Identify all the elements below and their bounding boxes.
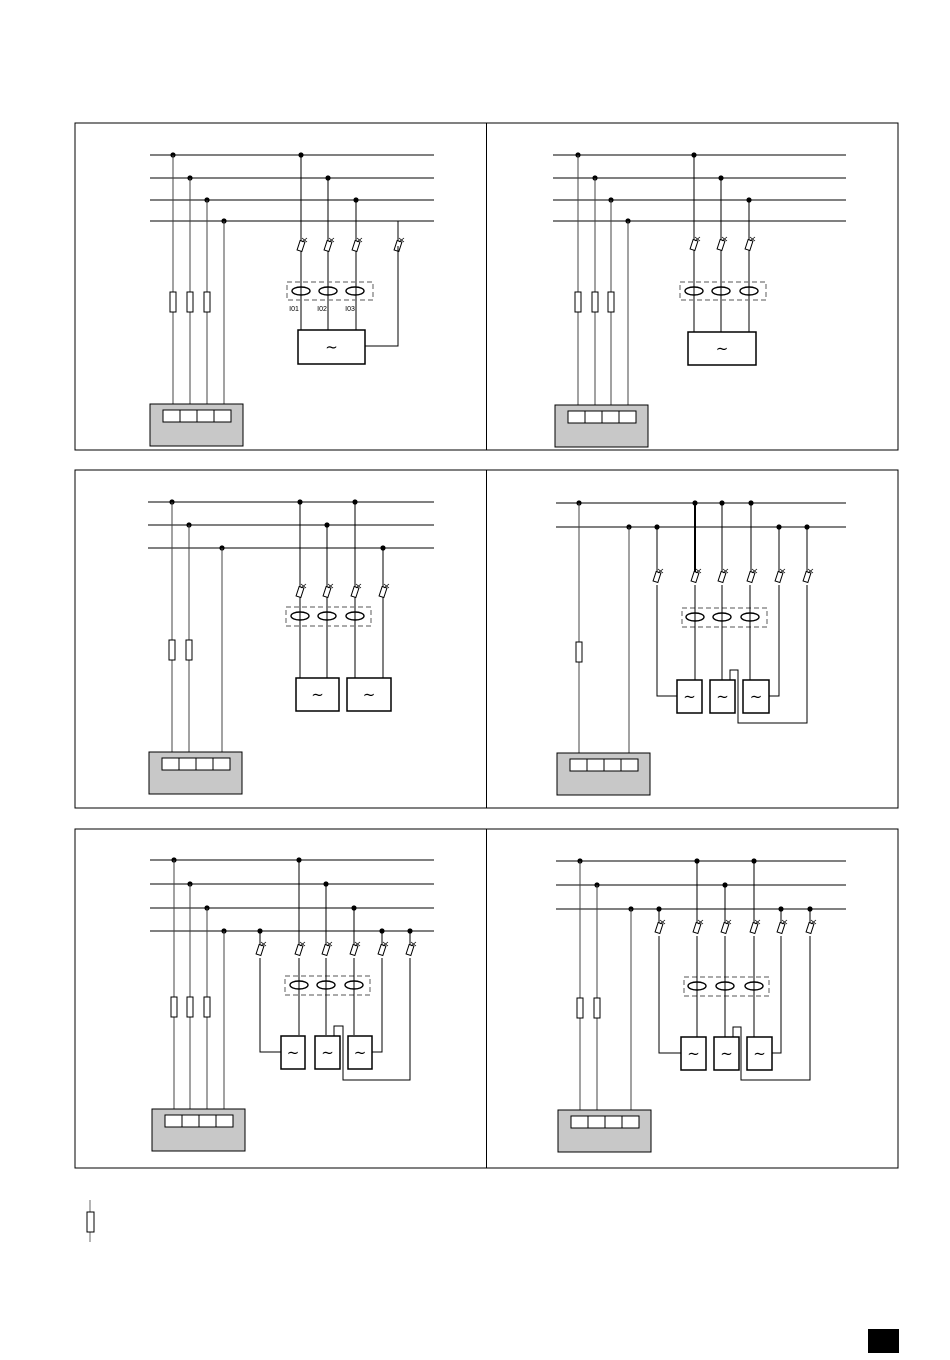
fuse-icon [608,292,614,312]
fuse-body [297,240,305,251]
diagram-6 [556,858,846,1152]
fuse-icon [204,997,210,1017]
fuse-body [721,922,729,933]
neutral-wire [659,936,681,1053]
fuse-icon [170,292,176,312]
meter-terminal [197,410,214,422]
surge-fuse-icon [775,569,785,583]
surge-fuse-icon [394,238,404,252]
meter-terminal [602,411,619,423]
surge-fuse-icon [350,942,360,956]
generator-symbol: ~ [720,1044,733,1063]
surge-fuse-icon [379,584,389,598]
fuse-icon [171,997,177,1017]
fuse-body [747,571,755,582]
surge-fuse-icon [777,920,787,934]
fuse-body [775,571,783,582]
diagram-4 [556,500,846,795]
meter-terminal [619,411,636,423]
meter-terminal [162,758,179,770]
surge-fuse-icon [655,920,665,934]
surge-fuse-icon [323,584,333,598]
fuse-body [690,239,698,250]
surge-fuse-icon [295,942,305,956]
ct-group-box [680,282,766,300]
current-transformer-icon [346,287,364,295]
diagram-1 [150,152,434,446]
surge-fuse-icon [745,237,755,251]
fuse-icon [87,1212,94,1232]
fuse-body [653,571,661,582]
meter-terminal [568,411,585,423]
fuse-body [655,922,663,933]
neutral-wire [365,246,398,346]
fuse-body [323,586,331,597]
meter-terminal [621,759,638,771]
fuse-icon [575,292,581,312]
legend [87,1200,94,1242]
generator-symbol: ~ [683,687,696,706]
meter-terminal [588,1116,605,1128]
meter-terminal [163,410,180,422]
meter-terminal [604,759,621,771]
fuse-body [745,239,753,250]
meter-terminal [587,759,604,771]
fuse-body [717,239,725,250]
neutral-wire [260,958,281,1052]
surge-fuse-icon [378,942,388,956]
generator-symbol: ~ [716,687,729,706]
generator-symbol: ~ [362,685,376,704]
surge-fuse-icon [690,237,700,251]
diagram-5 [150,857,434,1151]
surge-fuse-icon [806,920,816,934]
fuse-body [378,944,386,955]
generator-symbol: ~ [753,1044,766,1063]
fuse-body [256,944,264,955]
surge-fuse-icon [721,920,731,934]
panel-grid [75,123,898,1168]
fuse-body [693,922,701,933]
meter-terminal [165,1115,182,1127]
fuse-body [750,922,758,933]
ct-group-box [286,607,371,626]
fuse-body [718,571,726,582]
surge-fuse-icon [691,569,701,583]
surge-fuse-icon [803,569,813,583]
meter-terminal [622,1116,639,1128]
fuse-body [691,571,699,582]
fuse-icon [169,640,175,660]
meter-terminal [585,411,602,423]
meter-terminal [216,1115,233,1127]
fuse-body [406,944,414,955]
meter-terminal [214,410,231,422]
surge-fuse-icon [322,942,332,956]
surge-fuse-icon [351,584,361,598]
neutral-wire [772,936,781,1053]
ct-label: I01 [289,306,299,313]
fuse-body [352,240,360,251]
generator-symbol: ~ [687,1044,700,1063]
fuse-body [806,922,814,933]
meter-terminal [180,410,197,422]
fuse-body [296,586,304,597]
meter-terminal [213,758,230,770]
generator-symbol: ~ [321,1043,334,1062]
diagram-3 [148,499,434,794]
generator-symbol: ~ [715,339,729,358]
surge-fuse-icon [718,569,728,583]
surge-fuse-icon [324,238,334,252]
fuse-body [324,240,332,251]
surge-fuse-icon [296,584,306,598]
generator-symbol: ~ [311,685,324,704]
diagram-2 [553,152,846,447]
ct-label: I02 [317,306,327,313]
fuse-body [777,922,785,933]
surge-fuse-icon [406,942,416,956]
surge-fuse-icon [256,942,266,956]
page-corner-tab [868,1329,899,1353]
meter-terminal [605,1116,622,1128]
meter-terminal [196,758,213,770]
fuse-icon [576,642,582,662]
fuse-icon [187,997,193,1017]
meter-terminal [199,1115,216,1127]
fuse-body [351,586,359,597]
surge-fuse-icon [747,569,757,583]
fuse-body [295,944,303,955]
meter-terminal [179,758,196,770]
neutral-wire [657,585,677,696]
surge-fuse-icon [297,238,307,252]
surge-fuse-icon [693,920,703,934]
fuse-body [322,944,330,955]
fuse-body [803,571,811,582]
generator-symbol: ~ [353,1043,367,1062]
fuse-icon [592,292,598,312]
generator-symbol: ~ [749,687,763,706]
fuse-body [350,944,358,955]
ct-group-box [285,976,370,995]
fuse-body [379,586,387,597]
fuse-icon [204,292,210,312]
generator-symbol: ~ [325,338,338,356]
meter-terminal [571,1116,588,1128]
neutral-wire [769,585,779,696]
surge-fuse-icon [750,920,760,934]
surge-fuse-icon [352,238,362,252]
ct-group-box [287,282,373,300]
generator-symbol: ~ [286,1043,300,1062]
meter-terminal [570,759,587,771]
fuse-icon [186,640,192,660]
surge-fuse-icon [717,237,727,251]
meter-terminal [182,1115,199,1127]
ct-label: I03 [345,306,355,313]
fuse-icon [577,998,583,1018]
fuse-icon [594,998,600,1018]
surge-fuse-icon [653,569,663,583]
fuse-icon [187,292,193,312]
neutral-wire [372,958,382,1052]
